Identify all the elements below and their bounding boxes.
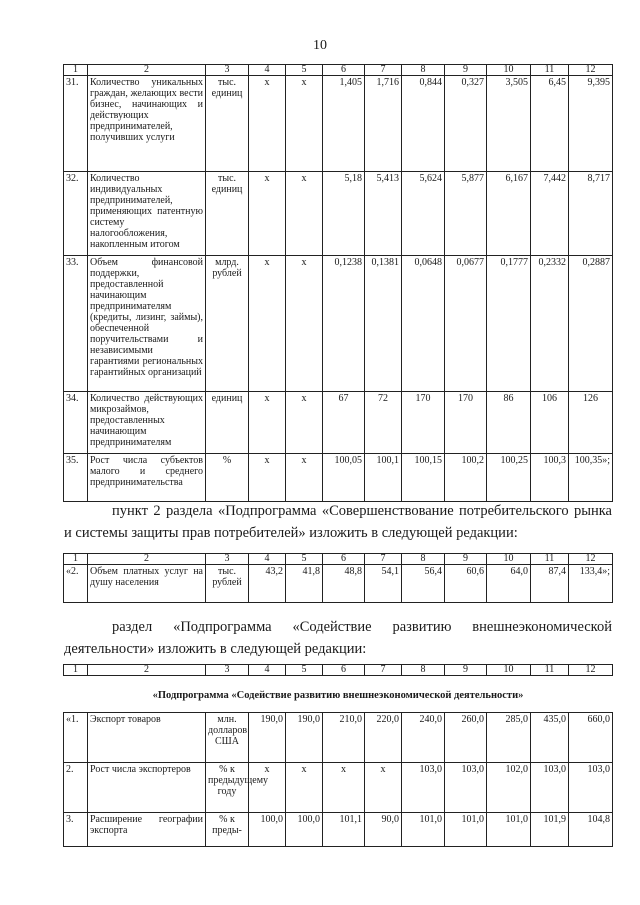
table-row — [64, 813, 613, 847]
row-number: «2. — [64, 565, 88, 603]
column-number: 9 — [445, 665, 487, 676]
cell-value: 104,8 — [569, 813, 613, 847]
cell-value: 43,2 — [249, 565, 286, 603]
page-number: 10 — [313, 38, 327, 53]
column-number: 2 — [88, 665, 206, 676]
cell-value: 285,0 — [487, 713, 531, 763]
table-row — [64, 763, 613, 813]
cell-value: 103,0 — [402, 763, 445, 813]
column-number: 9 — [445, 65, 487, 76]
row-number: 3. — [64, 813, 88, 847]
column-number: 5 — [286, 665, 323, 676]
column-number: 6 — [323, 65, 365, 76]
cell-value: 170 — [445, 392, 487, 454]
cell-value: 100,0 — [286, 813, 323, 847]
cell-value: 56,4 — [402, 565, 445, 603]
cell-value: х — [249, 256, 286, 392]
column-number: 2 — [88, 554, 206, 565]
column-number: 1 — [64, 65, 88, 76]
paragraph-foreign-economic: раздел «Подпрограмма «Содействие развитию внешнеэкономической деятельности» изложить в следующей редакции: — [64, 619, 612, 657]
column-number: 7 — [365, 665, 402, 676]
cell-value: 103,0 — [569, 763, 613, 813]
column-number-row — [64, 65, 613, 76]
cell-value: х — [249, 172, 286, 256]
column-number: 10 — [487, 665, 531, 676]
cell-value: 190,0 — [249, 713, 286, 763]
cell-value: 220,0 — [365, 713, 402, 763]
cell-value: х — [286, 454, 323, 502]
subprogram-heading: «Подпрограмма «Содействие развитию внешнеэкономической деятельности» — [152, 690, 524, 701]
row-number: 32. — [64, 172, 88, 256]
column-number-row — [64, 665, 613, 676]
cell-value: 72 — [365, 392, 402, 454]
column-number: 8 — [402, 665, 445, 676]
cell-value: 8,717 — [569, 172, 613, 256]
table-row — [64, 256, 613, 392]
cell-value: 101,0 — [402, 813, 445, 847]
cell-value: 0,2887 — [569, 256, 613, 392]
cell-value: 6,45 — [531, 76, 569, 172]
cell-value: 5,18 — [323, 172, 365, 256]
row-number: 33. — [64, 256, 88, 392]
cell-value: 435,0 — [531, 713, 569, 763]
column-number: 7 — [365, 65, 402, 76]
column-number: 4 — [249, 65, 286, 76]
column-number: 7 — [365, 554, 402, 565]
unit: тыс. рублей — [206, 565, 249, 603]
cell-value: 0,2332 — [531, 256, 569, 392]
cell-value: 0,1777 — [487, 256, 531, 392]
column-number: 10 — [487, 65, 531, 76]
unit: единиц — [206, 392, 249, 454]
cell-value: 3,505 — [487, 76, 531, 172]
row-number: 31. — [64, 76, 88, 172]
indicator-name: Расширение географии экспорта — [88, 813, 206, 847]
indicators-table-2 — [63, 553, 613, 603]
cell-value: 100,3 — [531, 454, 569, 502]
cell-value: х — [365, 763, 402, 813]
indicator-name: Экспорт товаров — [88, 713, 206, 763]
cell-value: х — [286, 763, 323, 813]
row-number: «1. — [64, 713, 88, 763]
cell-value: 41,8 — [286, 565, 323, 603]
cell-value: 5,624 — [402, 172, 445, 256]
cell-value: 106 — [531, 392, 569, 454]
column-number: 3 — [206, 65, 249, 76]
row-number: 34. — [64, 392, 88, 454]
cell-value: 103,0 — [445, 763, 487, 813]
table-row — [64, 76, 613, 172]
cell-value: 48,8 — [323, 565, 365, 603]
indicator-name: Количество уникальных граждан, желающих вести бизнес, начинающих и действующих предпринимателей, получивших услуги — [88, 76, 206, 172]
cell-value: х — [249, 763, 286, 813]
cell-value: 240,0 — [402, 713, 445, 763]
column-number: 6 — [323, 665, 365, 676]
cell-value: 0,0648 — [402, 256, 445, 392]
cell-value: 0,327 — [445, 76, 487, 172]
column-number: 11 — [531, 554, 569, 565]
table-row — [64, 454, 613, 502]
column-number: 3 — [206, 665, 249, 676]
cell-value: 210,0 — [323, 713, 365, 763]
cell-value: х — [249, 454, 286, 502]
column-number: 12 — [569, 554, 613, 565]
column-number: 5 — [286, 65, 323, 76]
cell-value: 5,877 — [445, 172, 487, 256]
cell-value: 67 — [323, 392, 365, 454]
column-number: 11 — [531, 665, 569, 676]
cell-value: 0,0677 — [445, 256, 487, 392]
cell-value: 64,0 — [487, 565, 531, 603]
column-number: 2 — [88, 65, 206, 76]
column-number: 4 — [249, 665, 286, 676]
cell-value: 102,0 — [487, 763, 531, 813]
cell-value: 100,0 — [249, 813, 286, 847]
cell-value: 190,0 — [286, 713, 323, 763]
cell-value: 126 — [569, 392, 613, 454]
unit: % — [206, 454, 249, 502]
cell-value: 1,716 — [365, 76, 402, 172]
column-number: 8 — [402, 554, 445, 565]
column-number-table — [63, 664, 613, 676]
cell-value: 101,9 — [531, 813, 569, 847]
cell-value: 660,0 — [569, 713, 613, 763]
cell-value: 101,0 — [487, 813, 531, 847]
unit: тыс. единиц — [206, 172, 249, 256]
column-number: 12 — [569, 665, 613, 676]
cell-value: 100,35»; — [569, 454, 613, 502]
cell-value: 101,0 — [445, 813, 487, 847]
cell-value: х — [323, 763, 365, 813]
unit: млн. долларов США — [206, 713, 249, 763]
cell-value: 60,6 — [445, 565, 487, 603]
cell-value: х — [286, 172, 323, 256]
table-row — [64, 713, 613, 763]
cell-value: 1,405 — [323, 76, 365, 172]
cell-value: 9,395 — [569, 76, 613, 172]
cell-value: 54,1 — [365, 565, 402, 603]
cell-value: 170 — [402, 392, 445, 454]
unit: тыс. единиц — [206, 76, 249, 172]
paragraph-consumer-market: пункт 2 раздела «Подпрограмма «Совершенствование потребительского рынка и системы защиты прав потребителей» изложить в следующей редакции: — [64, 503, 612, 541]
column-number: 1 — [64, 554, 88, 565]
indicators-table-1 — [63, 64, 613, 502]
column-number: 9 — [445, 554, 487, 565]
cell-value: 0,1238 — [323, 256, 365, 392]
column-number: 3 — [206, 554, 249, 565]
table-row — [64, 172, 613, 256]
column-number: 4 — [249, 554, 286, 565]
column-number: 10 — [487, 554, 531, 565]
cell-value: 5,413 — [365, 172, 402, 256]
table-row — [64, 392, 613, 454]
cell-value: 101,1 — [323, 813, 365, 847]
indicator-name: Объем платных услуг на душу населения — [88, 565, 206, 603]
indicator-name: Количество действующих микрозаймов, предоставленных начинающим предпринимателям — [88, 392, 206, 454]
unit: % к преды- — [206, 813, 249, 847]
cell-value: 100,1 — [365, 454, 402, 502]
column-number: 5 — [286, 554, 323, 565]
cell-value: 100,05 — [323, 454, 365, 502]
cell-value: х — [286, 76, 323, 172]
cell-value: х — [286, 256, 323, 392]
cell-value: х — [249, 76, 286, 172]
cell-value: 90,0 — [365, 813, 402, 847]
cell-value: 103,0 — [531, 763, 569, 813]
cell-value: 260,0 — [445, 713, 487, 763]
column-number: 12 — [569, 65, 613, 76]
table-row — [64, 565, 613, 603]
indicator-name: Количество индивидуальных предпринимателей, применяющих патентную систему налогообложения, накопленным итогом — [88, 172, 206, 256]
column-number-row — [64, 554, 613, 565]
cell-value: 100,15 — [402, 454, 445, 502]
column-number: 8 — [402, 65, 445, 76]
cell-value: 86 — [487, 392, 531, 454]
indicator-name: Рост числа экспортеров — [88, 763, 206, 813]
cell-value: 7,442 — [531, 172, 569, 256]
cell-value: х — [286, 392, 323, 454]
indicator-name: Объем финансовой поддержки, предоставленной начинающим предпринимателям (кредиты, лизинг, займы), обеспеченной поручительствами и независимыми гарантиями региональных гарантийных организаций — [88, 256, 206, 392]
row-number: 2. — [64, 763, 88, 813]
cell-value: 100,2 — [445, 454, 487, 502]
column-number: 11 — [531, 65, 569, 76]
unit: млрд. рублей — [206, 256, 249, 392]
indicator-name: Рост числа субъектов малого и среднего предпринимательства — [88, 454, 206, 502]
row-number: 35. — [64, 454, 88, 502]
cell-value: 0,844 — [402, 76, 445, 172]
cell-value: х — [249, 392, 286, 454]
cell-value: 6,167 — [487, 172, 531, 256]
column-number: 6 — [323, 554, 365, 565]
column-number: 1 — [64, 665, 88, 676]
cell-value: 133,4»; — [569, 565, 613, 603]
cell-value: 0,1381 — [365, 256, 402, 392]
cell-value: 87,4 — [531, 565, 569, 603]
unit: % к предыдущему году — [206, 763, 249, 813]
indicators-table-4 — [63, 712, 613, 847]
cell-value: 100,25 — [487, 454, 531, 502]
